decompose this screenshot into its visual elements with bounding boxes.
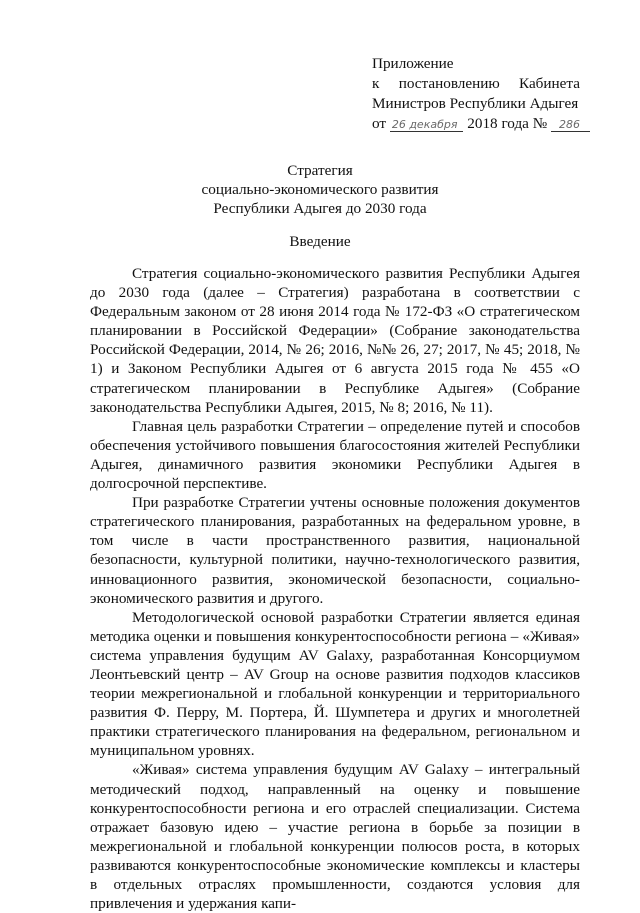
paragraph-4: Методологической основой разработки Стратегии является единая методика оценки и повышения конкурентоспособности региона – «Живая» система управления будущим AV Galaxy, разработанная Консорциумом Леонтьевский центр – AV Group на основе развития подходов классиков теории межрегиональной и глобальной конкуренции и территориального развития Ф. Перру, М. Портера, Й. Шумпетера и других и многолетней практики стратегического планирования на федеральном, региональном и муниципальном уровнях. (90, 608, 580, 760)
paragraph-5: «Живая» система управления будущим AV Galaxy – интегральный методический подход, направленный на оценку и повышение конкурентоспособности региона и его отраслей специализации. Система отражает базовую идею – участие региона в борьбе за позиции в межрегиональной и глобальной конкуренции полюсов роста, в которых развиваются конкурентоспособные экономические комплексы и кластеры в отдельных отраслях промышленности, создаются условия для привлечения и удержания капи- (90, 761, 580, 913)
approval-date-prefix: от (372, 115, 387, 132)
approval-line-1: Приложение (372, 55, 454, 72)
approval-date-handwritten: 26 декабря (390, 118, 464, 132)
approval-block (372, 54, 580, 135)
approval-line-2 (372, 74, 580, 94)
paragraph-2: Главная цель разработки Стратегии – определение путей и способов обеспечения устойчивого повышения благосостояния жителей Республики Адыгея, динамичного развития экономики Республики Адыгея в долгосрочной перспективе. (90, 417, 580, 493)
paragraph-3: При разработке Стратегии учтены основные положения документов стратегического планирования, разработанных на федеральном уровне, в том числе в части пространственного развития, национальной безопасности, культурной политики, научно-технологического развития, инновационного развития, экономической безопасности, социально-экономического развития и другого. (90, 494, 580, 607)
title-line-1: Стратегия (287, 162, 353, 179)
document-title (120, 161, 520, 218)
document-body (90, 264, 580, 913)
approval-year: 2018 года № (467, 115, 548, 132)
approval-number-handwritten: 286 (551, 118, 590, 132)
approval-line-2-right: Кабинета (519, 75, 580, 92)
title-line-3: Республики Адыгея до 2030 года (213, 200, 427, 217)
approval-line-2-mid: постановлению (398, 75, 500, 92)
title-line-2: социально-экономического развития (201, 181, 439, 198)
approval-line-3: Министров Республики Адыгея (372, 95, 579, 112)
section-heading: Введение (289, 233, 351, 250)
approval-line-4 (372, 114, 580, 135)
approval-line-2-left: к (372, 75, 380, 92)
paragraph-1: Стратегия социально-экономического развития Республики Адыгея до 2030 года (далее – Стратегия) разработана в соответствии с Федеральным законом от 28 июня 2014 года № 172-ФЗ «О стратегическом планировании в Российской Федерации» (Собрание законодательства Российской Федерации, 2014, № 26; 2016, №№ 26, 27; 2017, № 45; 2018, № 1) и Законом Республики Адыгея от 6 августа 2015 года № 455 «О стратегическом планировании в Республике Адыгея» (Собрание законодательства Республики Адыгея, 2015, № 8; 2016, № 11). (90, 265, 580, 416)
